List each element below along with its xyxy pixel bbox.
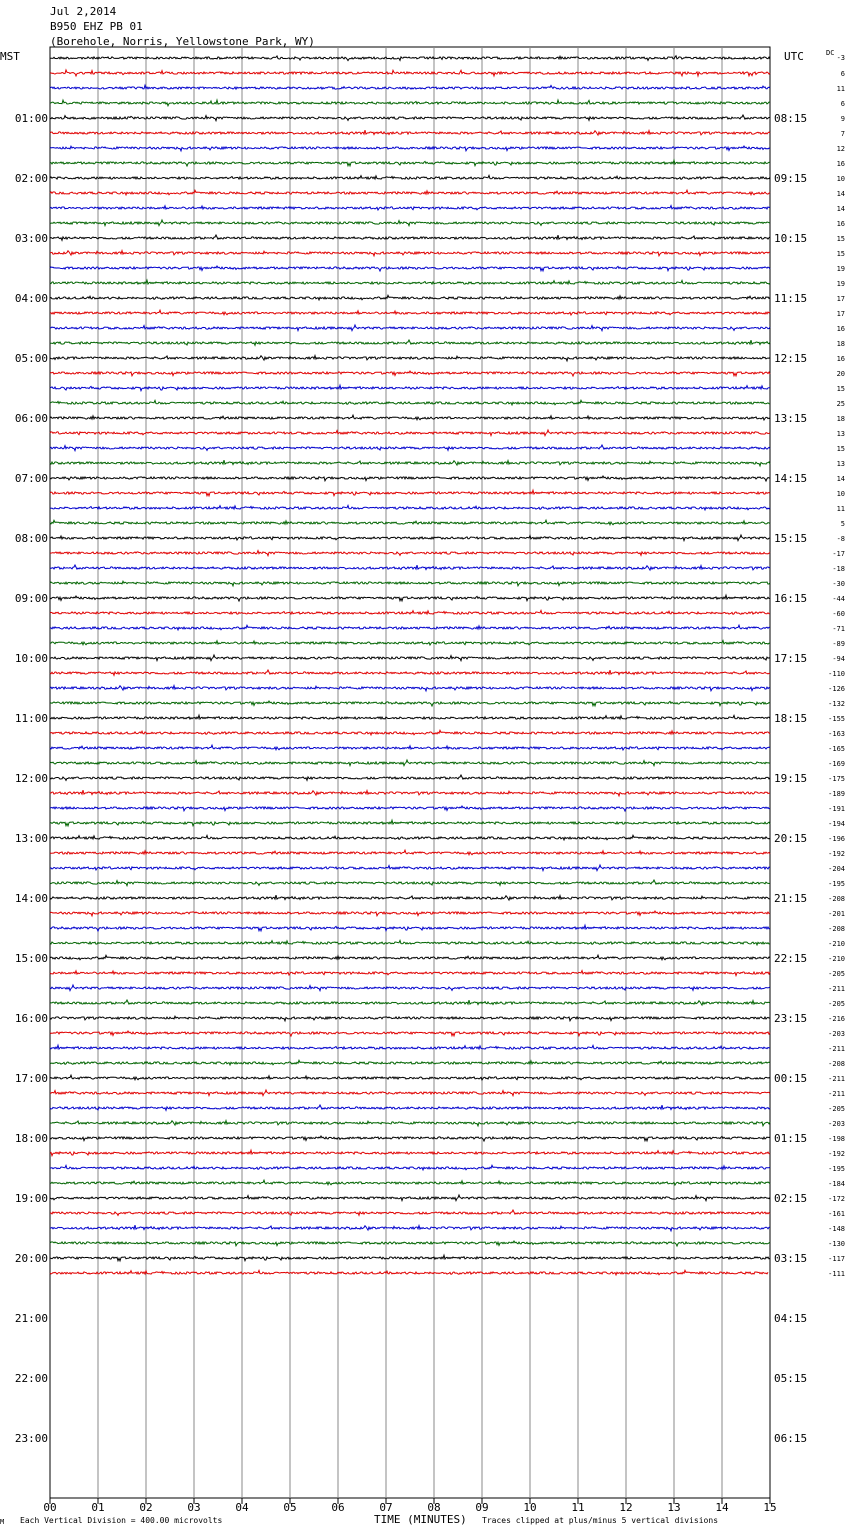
dc-offset-value: 9: [840, 115, 845, 123]
dc-label: DC: [826, 49, 835, 57]
dc-offset-value: -211: [828, 1075, 845, 1083]
mst-hour-label: 16:00: [14, 1012, 48, 1025]
seismic-trace: [50, 1165, 770, 1170]
dc-offset-value: -17: [832, 550, 845, 558]
x-tick-label: 06: [331, 1501, 345, 1514]
seismic-trace: [50, 356, 770, 361]
x-tick-label: 05: [283, 1501, 297, 1514]
seismic-trace: [50, 880, 770, 886]
dc-offset-value: 11: [836, 85, 845, 93]
dc-offset-value: -169: [828, 760, 845, 768]
dc-offset-value: -111: [828, 1270, 845, 1278]
dc-offset-value: -89: [832, 640, 845, 648]
seismic-trace: [50, 1195, 770, 1201]
dc-offset-value: 13: [836, 430, 845, 438]
dc-offset-value: -201: [828, 910, 845, 918]
utc-hour-label: 19:15: [774, 772, 808, 785]
seismic-trace: [50, 655, 770, 661]
mst-hour-label: 07:00: [14, 472, 48, 485]
dc-offset-value: -205: [828, 970, 845, 978]
dc-offset-value: 5: [840, 520, 845, 528]
seismic-trace: [50, 565, 770, 570]
seismic-trace: [50, 955, 770, 960]
seismic-trace: [50, 190, 770, 195]
seismic-trace: [50, 445, 770, 451]
grid-lines: [50, 47, 770, 1498]
seismic-trace: [50, 70, 770, 76]
dc-offset-value: 16: [836, 325, 845, 333]
dc-offset-value: -195: [828, 1165, 845, 1173]
seismic-trace: [50, 325, 770, 331]
utc-hour-label: 12:15: [774, 352, 808, 365]
dc-offset-value: 10: [836, 175, 845, 183]
dc-offset-labels: [826, 49, 845, 1278]
x-tick-label: 08: [427, 1501, 441, 1514]
seismic-trace: [50, 100, 770, 106]
seismic-trace: [50, 1060, 770, 1065]
dc-offset-value: -132: [828, 700, 845, 708]
seismic-trace: [50, 220, 770, 226]
dc-offset-value: 15: [836, 445, 845, 453]
corner-mark: M: [0, 1518, 5, 1526]
location-label: (Borehole, Norris, Yellowstone Park, WY): [50, 35, 315, 48]
dc-offset-value: 25: [836, 400, 845, 408]
seismic-trace: [50, 971, 770, 976]
x-tick-label: 00: [43, 1501, 57, 1514]
utc-hour-label: 09:15: [774, 172, 808, 185]
seismic-trace: [50, 895, 770, 900]
seismic-trace: [50, 1105, 770, 1110]
seismic-trace: [50, 1180, 770, 1185]
dc-offset-value: -198: [828, 1135, 845, 1143]
seismic-trace: [50, 1075, 770, 1080]
mst-hour-label: 11:00: [14, 712, 48, 725]
x-tick-label: 12: [619, 1501, 633, 1514]
seismic-trace: [50, 1090, 770, 1096]
utc-hour-label: 23:15: [774, 1012, 808, 1025]
dc-offset-value: -60: [832, 610, 845, 618]
seismic-trace: [50, 581, 770, 586]
seismic-trace: [50, 595, 770, 601]
mst-hour-label: 05:00: [14, 352, 48, 365]
dc-offset-value: -210: [828, 940, 845, 948]
seismic-trace: [50, 160, 770, 166]
dc-offset-value: -189: [828, 790, 845, 798]
seismic-trace: [50, 701, 770, 706]
seismic-trace: [50, 1016, 770, 1021]
seismic-trace: [50, 56, 770, 61]
dc-offset-value: 6: [840, 70, 845, 78]
dc-offset-value: -211: [828, 1090, 845, 1098]
dc-offset-value: -110: [828, 670, 845, 678]
seismic-trace: [50, 985, 770, 991]
dc-offset-value: -44: [832, 595, 845, 603]
dc-offset-value: -175: [828, 775, 845, 783]
mst-hour-label: 13:00: [14, 832, 48, 845]
seismic-trace: [50, 940, 770, 945]
dc-offset-value: -204: [828, 865, 845, 873]
seismic-trace: [50, 686, 770, 691]
mst-hour-label: 19:00: [14, 1192, 48, 1205]
mst-hour-label: 23:00: [14, 1432, 48, 1445]
dc-offset-value: 14: [836, 190, 845, 198]
seismic-trace: [50, 551, 770, 556]
dc-offset-value: 16: [836, 355, 845, 363]
seismic-trace: [50, 310, 770, 315]
seismic-trace: [50, 745, 770, 750]
dc-offset-value: -192: [828, 850, 845, 858]
dc-offset-value: -3: [836, 54, 845, 62]
x-tick-label: 02: [139, 1501, 153, 1514]
utc-hour-label: 17:15: [774, 652, 808, 665]
mst-hour-label: 08:00: [14, 532, 48, 545]
x-tick-label: 01: [91, 1501, 105, 1514]
dc-offset-value: 6: [840, 100, 845, 108]
dc-offset-value: -130: [828, 1240, 845, 1248]
seismic-trace: [50, 1121, 770, 1126]
dc-offset-value: -163: [828, 730, 845, 738]
dc-offset-value: 17: [836, 310, 845, 318]
mst-hour-label: 22:00: [14, 1372, 48, 1385]
dc-offset-value: -71: [832, 625, 845, 633]
utc-hour-label: 08:15: [774, 112, 808, 125]
dc-offset-value: 11: [836, 505, 845, 513]
utc-hour-label: 14:15: [774, 472, 808, 485]
dc-offset-value: 20: [836, 370, 845, 378]
dc-offset-value: 15: [836, 235, 845, 243]
dc-offset-value: 10: [836, 490, 845, 498]
dc-offset-value: -161: [828, 1210, 845, 1218]
mst-hour-label: 10:00: [14, 652, 48, 665]
seismic-trace: [50, 911, 770, 916]
seismic-trace: [50, 520, 770, 525]
dc-offset-value: -194: [828, 820, 845, 828]
seismic-trace: [50, 371, 770, 376]
seismic-trace: [50, 806, 770, 811]
station-label: B950 EHZ PB 01: [50, 20, 143, 33]
seismic-trace: [50, 505, 770, 510]
x-tick-label: 09: [475, 1501, 489, 1514]
mst-hour-label: 14:00: [14, 892, 48, 905]
clip-note: Traces clipped at plus/minus 5 vertical divisions: [482, 1516, 719, 1525]
dc-offset-value: -195: [828, 880, 845, 888]
scale-note: Each Vertical Division = 400.00 microvolts: [20, 1516, 223, 1525]
seismic-trace: [50, 385, 770, 391]
dc-offset-value: 7: [840, 130, 845, 138]
dc-offset-value: 15: [836, 385, 845, 393]
dc-offset-value: -210: [828, 955, 845, 963]
x-tick-label: 07: [379, 1501, 393, 1514]
dc-offset-value: 18: [836, 415, 845, 423]
seismic-trace: [50, 670, 770, 675]
dc-offset-value: 19: [836, 265, 845, 273]
utc-hour-label: 18:15: [774, 712, 808, 725]
utc-hour-label: 16:15: [774, 592, 808, 605]
utc-hour-label: 22:15: [774, 952, 808, 965]
dc-offset-value: -117: [828, 1255, 845, 1263]
dc-offset-value: -203: [828, 1120, 845, 1128]
dc-offset-value: -208: [828, 1060, 845, 1068]
dc-offset-value: 12: [836, 145, 845, 153]
seismic-trace: [50, 235, 770, 240]
dc-offset-value: -208: [828, 895, 845, 903]
dc-offset-value: -205: [828, 1000, 845, 1008]
mst-hour-label: 06:00: [14, 412, 48, 425]
x-tick-label: 10: [523, 1501, 537, 1514]
seismic-trace: [50, 775, 770, 780]
seismic-trace: [50, 175, 770, 179]
seismic-trace: [50, 850, 770, 855]
seismic-trace: [50, 925, 770, 931]
mst-hour-label: 17:00: [14, 1072, 48, 1085]
dc-offset-value: -216: [828, 1015, 845, 1023]
dc-offset-value: -211: [828, 985, 845, 993]
seismic-trace: [50, 1031, 770, 1036]
utc-hour-label: 00:15: [774, 1072, 808, 1085]
seismic-trace: [50, 790, 770, 796]
seismic-trace: [50, 1045, 770, 1049]
dc-offset-value: 18: [836, 340, 845, 348]
dc-offset-value: 19: [836, 280, 845, 288]
utc-hour-label: 10:15: [774, 232, 808, 245]
mst-hour-label: 21:00: [14, 1312, 48, 1325]
utc-hour-label: 11:15: [774, 292, 808, 305]
seismic-trace: [50, 476, 770, 481]
x-tick-label: 03: [187, 1501, 201, 1514]
seismic-trace: [50, 760, 770, 766]
x-axis-title: TIME (MINUTES): [374, 1513, 467, 1526]
seismic-trace: [50, 415, 770, 420]
seismic-trace: [50, 146, 770, 151]
seismic-trace: [50, 1150, 770, 1156]
dc-offset-value: -205: [828, 1105, 845, 1113]
dc-offset-value: -196: [828, 835, 845, 843]
x-tick-label: 04: [235, 1501, 249, 1514]
x-tick-label: 15: [763, 1501, 777, 1514]
seismic-trace: [50, 430, 770, 436]
utc-hour-label: 01:15: [774, 1132, 808, 1145]
dc-offset-value: 16: [836, 160, 845, 168]
utc-axis-title: UTC: [784, 50, 804, 63]
dc-offset-value: -192: [828, 1150, 845, 1158]
dc-offset-value: -208: [828, 925, 845, 933]
seismic-trace: [50, 1000, 770, 1005]
seismic-trace: [50, 280, 770, 284]
dc-offset-value: -165: [828, 745, 845, 753]
mst-hour-label: 20:00: [14, 1252, 48, 1265]
seismic-trace: [50, 490, 770, 496]
dc-offset-value: -203: [828, 1030, 845, 1038]
seismic-trace: [50, 610, 770, 614]
mst-hour-label: 09:00: [14, 592, 48, 605]
seismic-trace: [50, 251, 770, 256]
dc-offset-value: -8: [836, 535, 845, 543]
seismic-trace: [50, 1241, 770, 1246]
seismic-trace: [50, 115, 770, 121]
mst-hour-label: 15:00: [14, 952, 48, 965]
dc-offset-value: -94: [832, 655, 845, 663]
mst-hour-label: 03:00: [14, 232, 48, 245]
utc-hour-label: 21:15: [774, 892, 808, 905]
x-tick-label: 11: [571, 1501, 585, 1514]
mst-hour-label: 02:00: [14, 172, 48, 185]
dc-offset-value: -155: [828, 715, 845, 723]
utc-hour-label: 15:15: [774, 532, 808, 545]
seismic-trace: [50, 1270, 768, 1275]
mst-hour-label: 18:00: [14, 1132, 48, 1145]
dc-offset-value: -30: [832, 580, 845, 588]
mst-hour-label: 12:00: [14, 772, 48, 785]
dc-offset-value: -18: [832, 565, 845, 573]
seismic-trace: [50, 130, 770, 135]
seismic-trace: [50, 266, 770, 271]
seismic-trace: [50, 1136, 770, 1141]
dc-offset-value: -191: [828, 805, 845, 813]
utc-hour-label: 06:15: [774, 1432, 808, 1445]
dc-offset-value: 14: [836, 475, 845, 483]
dc-offset-value: -184: [828, 1180, 845, 1188]
seismic-trace: [50, 835, 770, 840]
trace-group: [50, 56, 770, 1275]
mst-hour-label: 01:00: [14, 112, 48, 125]
utc-hour-label: 02:15: [774, 1192, 808, 1205]
utc-hour-label: 04:15: [774, 1312, 808, 1325]
seismic-trace: [50, 715, 770, 719]
dc-offset-value: -211: [828, 1045, 845, 1053]
dc-offset-value: -148: [828, 1225, 845, 1233]
seismic-trace: [50, 820, 770, 826]
seismic-trace: [50, 1210, 770, 1215]
seismic-trace: [50, 460, 770, 466]
dc-offset-value: 14: [836, 205, 845, 213]
seismic-trace: [50, 535, 770, 541]
date-label: Jul 2,2014: [50, 5, 117, 18]
utc-hour-label: 05:15: [774, 1372, 808, 1385]
seismic-trace: [50, 85, 770, 89]
dc-offset-value: 13: [836, 460, 845, 468]
dc-offset-value: 17: [836, 295, 845, 303]
seismic-trace: [50, 1255, 770, 1261]
mst-axis-title: MST: [0, 50, 20, 63]
seismic-trace: [50, 295, 770, 300]
seismic-trace: [50, 400, 770, 405]
seismic-trace: [50, 865, 770, 871]
axis-ticks: [43, 1498, 776, 1514]
seismic-trace: [50, 340, 770, 345]
dc-offset-value: -172: [828, 1195, 845, 1203]
mst-hour-label: 04:00: [14, 292, 48, 305]
seismic-trace: [50, 730, 770, 735]
dc-offset-value: 15: [836, 250, 845, 258]
seismic-trace: [50, 625, 770, 630]
seismic-trace: [50, 206, 770, 210]
x-tick-label: 13: [667, 1501, 681, 1514]
dc-offset-value: -126: [828, 685, 845, 693]
seismic-trace: [50, 1225, 770, 1231]
seismic-trace: [50, 641, 770, 645]
utc-hour-label: 13:15: [774, 412, 808, 425]
utc-hour-label: 03:15: [774, 1252, 808, 1265]
dc-offset-value: 16: [836, 220, 845, 228]
plot-frame: [50, 47, 770, 1498]
utc-hour-label: 20:15: [774, 832, 808, 845]
x-tick-label: 14: [715, 1501, 729, 1514]
